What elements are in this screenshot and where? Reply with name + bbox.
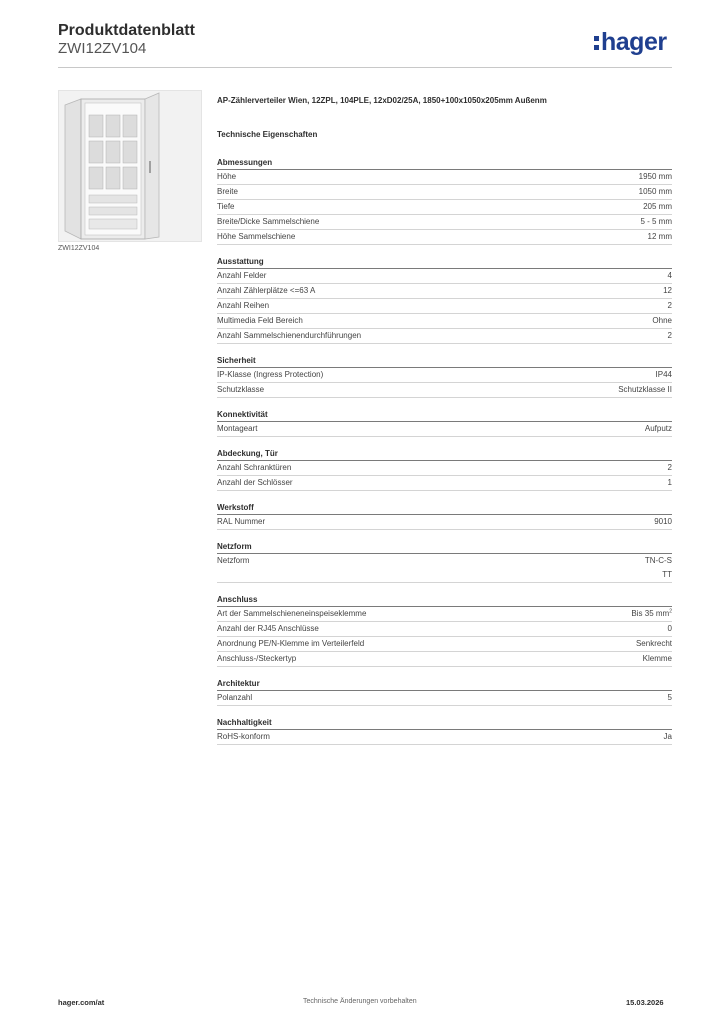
group-title: Konnektivität xyxy=(217,408,672,422)
product-code: ZWI12ZV104 xyxy=(58,40,147,57)
spec-value-text xyxy=(668,691,672,705)
spec-value-text xyxy=(668,622,672,636)
spec-label: Anzahl Reihen xyxy=(217,301,270,310)
group-title: Anschluss xyxy=(217,593,672,607)
spec-row xyxy=(217,691,672,706)
spec-label: Anordnung PE/N-Klemme im Verteilerfeld xyxy=(217,639,365,648)
spec-label: Höhe xyxy=(217,172,237,181)
spec-label: Anschluss-/Steckertyp xyxy=(217,654,297,663)
spec-row xyxy=(217,383,672,398)
spec-value xyxy=(668,461,672,475)
spec-value xyxy=(639,170,672,184)
spec-value-main: Aufputz xyxy=(644,424,672,433)
spec-group xyxy=(217,354,672,398)
spec-label: Netzform xyxy=(217,556,250,565)
spec-row xyxy=(217,170,672,185)
spec-value-main: Schutzklasse II xyxy=(618,385,672,394)
group-title: Abmessungen xyxy=(217,156,672,170)
spec-row xyxy=(217,368,672,383)
spec-value-main: Ja xyxy=(663,732,672,741)
spec-value-main: 2 xyxy=(667,301,672,310)
spec-group xyxy=(217,255,672,344)
spec-row xyxy=(217,730,672,745)
spec-value-main: 205 mm xyxy=(643,202,672,211)
spec-row xyxy=(217,269,672,284)
spec-value-text xyxy=(643,652,672,666)
spec-value-text xyxy=(639,185,672,199)
spec-row xyxy=(217,554,672,583)
spec-value xyxy=(618,383,672,397)
spec-value xyxy=(668,269,672,283)
group-title: Abdeckung, Tür xyxy=(217,447,672,461)
footer-website: hager.com/at xyxy=(58,998,105,1007)
spec-label: RAL Nummer xyxy=(217,517,266,526)
spec-label: Breite xyxy=(217,187,238,196)
spec-value-text xyxy=(656,368,672,382)
spec-label: Anzahl der RJ45 Anschlüsse xyxy=(217,624,319,633)
spec-group xyxy=(217,540,672,583)
spec-label: Multimedia Feld Bereich xyxy=(217,316,303,325)
logo-colon-icon xyxy=(594,35,599,51)
spec-label: Breite/Dicke Sammelschiene xyxy=(217,217,320,226)
specification-section xyxy=(217,96,672,755)
spec-value-main: Ohne xyxy=(652,316,672,325)
spec-label: IP-Klasse (Ingress Protection) xyxy=(217,370,324,379)
spec-label: Polanzahl xyxy=(217,693,253,702)
spec-label: Anzahl Schranktüren xyxy=(217,463,292,472)
spec-row xyxy=(217,329,672,344)
spec-label: RoHS-konform xyxy=(217,732,270,741)
spec-value-text xyxy=(668,299,672,313)
distribution-cabinet-illustration xyxy=(59,91,201,241)
hager-logo xyxy=(594,30,667,55)
spec-value-main: 1 xyxy=(667,478,672,487)
spec-value xyxy=(656,368,672,382)
spec-row xyxy=(217,185,672,200)
spec-value-main: TN-C-S xyxy=(644,556,672,565)
spec-value-text xyxy=(668,329,672,343)
spec-group xyxy=(217,716,672,745)
spec-value xyxy=(643,200,672,214)
footer-notice: Technische Änderungen vorbehalten xyxy=(303,998,417,1005)
spec-label: Anzahl der Schlösser xyxy=(217,478,293,487)
spec-value xyxy=(663,284,672,298)
document-title: Produktdatenblatt xyxy=(58,22,195,39)
spec-value xyxy=(648,230,672,244)
spec-value-main: Klemme xyxy=(642,654,672,663)
spec-value-main: 5 - 5 mm xyxy=(640,217,672,226)
group-title: Nachhaltigkeit xyxy=(217,716,672,730)
spec-row xyxy=(217,637,672,652)
image-caption: ZWI12ZV104 xyxy=(58,245,100,252)
footer-date: 15.03.2026 xyxy=(626,998,664,1007)
spec-value-text xyxy=(640,215,672,229)
logo-text: hager xyxy=(601,28,667,56)
spec-label: Montageart xyxy=(217,424,258,433)
spec-value xyxy=(668,299,672,313)
group-title: Ausstattung xyxy=(217,255,672,269)
spec-label: Anzahl Felder xyxy=(217,271,267,280)
spec-value xyxy=(645,422,672,436)
spec-value-text xyxy=(618,383,672,397)
spec-group xyxy=(217,408,672,437)
spec-value-main: Senkrecht xyxy=(635,639,672,648)
spec-value xyxy=(636,637,672,651)
spec-value-second-line: TT xyxy=(662,570,672,579)
spec-value-main: 0 xyxy=(667,624,672,633)
spec-value-text xyxy=(631,607,672,621)
spec-row xyxy=(217,476,672,491)
group-title: Netzform xyxy=(217,540,672,554)
spec-value xyxy=(654,515,672,529)
spec-value xyxy=(664,730,672,744)
spec-row xyxy=(217,200,672,215)
spec-value-text xyxy=(668,476,672,490)
spec-value-text xyxy=(636,637,672,651)
spec-row xyxy=(217,284,672,299)
spec-group xyxy=(217,593,672,667)
spec-value xyxy=(668,691,672,705)
spec-value-text xyxy=(668,461,672,475)
spec-value-main: Bis 35 mm xyxy=(631,609,670,618)
section-title: Technische Eigenschaften xyxy=(217,130,318,139)
spec-group xyxy=(217,156,672,245)
spec-row xyxy=(217,622,672,637)
spec-value-text xyxy=(648,230,672,244)
spec-value-main: 5 xyxy=(667,693,672,702)
spec-group xyxy=(217,447,672,491)
spec-row xyxy=(217,515,672,530)
spec-value-main: 1950 mm xyxy=(638,172,672,181)
spec-row xyxy=(217,652,672,667)
spec-row xyxy=(217,461,672,476)
spec-value-main: 4 xyxy=(667,271,672,280)
spec-value xyxy=(668,622,672,636)
spec-value xyxy=(631,607,672,621)
spec-value xyxy=(639,185,672,199)
spec-value-text xyxy=(664,730,672,744)
spec-value xyxy=(652,314,672,328)
spec-label: Höhe Sammelschiene xyxy=(217,232,296,241)
spec-value xyxy=(640,215,672,229)
spec-row xyxy=(217,215,672,230)
header-divider xyxy=(58,67,672,68)
spec-value-main: 2 xyxy=(667,463,672,472)
spec-label: Anzahl Zählerplätze <=63 A xyxy=(217,286,316,295)
spec-value-text xyxy=(663,284,672,298)
spec-value xyxy=(668,329,672,343)
product-description: AP-Zählerverteiler Wien, 12ZPL, 104PLE, 12xD02/25A, 1850+100x1050x205mm Außenm xyxy=(217,96,547,105)
spec-value-text xyxy=(645,422,672,436)
spec-value-main: 2 xyxy=(667,331,672,340)
spec-row xyxy=(217,314,672,329)
spec-value xyxy=(668,476,672,490)
spec-label: Anzahl Sammelschienendurchführungen xyxy=(217,331,362,340)
spec-value-text xyxy=(645,554,672,568)
spec-group xyxy=(217,677,672,706)
spec-row xyxy=(217,230,672,245)
spec-groups xyxy=(217,156,672,745)
group-title: Architektur xyxy=(217,677,672,691)
spec-label: Tiefe xyxy=(217,202,235,211)
spec-value-text xyxy=(652,314,672,328)
spec-value xyxy=(645,554,672,582)
spec-value xyxy=(643,652,672,666)
spec-value-text xyxy=(654,515,672,529)
spec-label: Schutzklasse xyxy=(217,385,265,394)
spec-value-main: 9010 xyxy=(654,517,672,526)
spec-value-main: 1050 mm xyxy=(638,187,672,196)
spec-value-main: 12 xyxy=(663,286,672,295)
spec-value-text xyxy=(668,269,672,283)
spec-value-main: IP44 xyxy=(655,370,672,379)
spec-label: Art der Sammelschieneneinspeiseklemme xyxy=(217,609,367,618)
spec-row xyxy=(217,607,672,622)
group-title: Werkstoff xyxy=(217,501,672,515)
spec-value-text xyxy=(639,170,672,184)
spec-row xyxy=(217,422,672,437)
spec-row xyxy=(217,299,672,314)
spec-group xyxy=(217,501,672,530)
product-image xyxy=(58,90,202,242)
spec-value-text xyxy=(643,200,672,214)
spec-value-main: 12 mm xyxy=(647,232,672,241)
group-title: Sicherheit xyxy=(217,354,672,368)
unit-superscript: 2 xyxy=(669,608,672,615)
